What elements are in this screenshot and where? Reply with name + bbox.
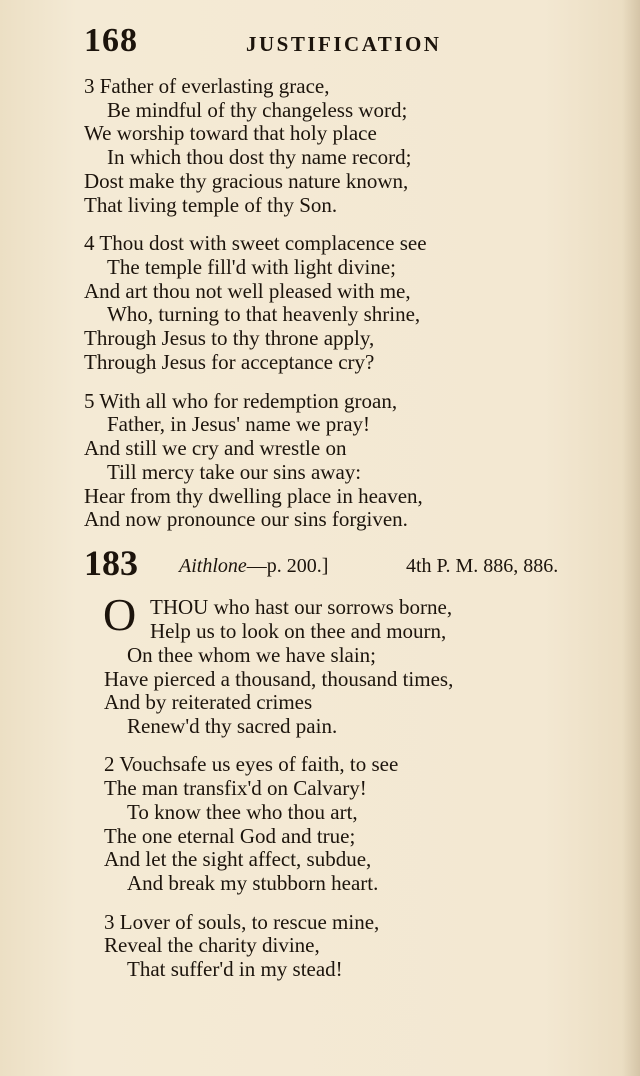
verse-line: Reveal the charity divine, [104, 933, 320, 957]
tune-reference [179, 555, 328, 578]
page-number: 168 [84, 22, 138, 59]
meter: 4th P. M. 886, 886. [406, 555, 559, 577]
running-title: JUSTIFICATION [246, 32, 442, 56]
verse-line: And now pronounce our sins forgiven. [84, 507, 408, 531]
tune-name: Aithlone [179, 555, 247, 577]
verse-line: Have pierced a thousand, thousand times, [104, 667, 454, 691]
verse-line: The one eternal God and true; [104, 824, 356, 848]
verse-line: Till mercy take our sins away: [107, 460, 362, 484]
verse-line: 2 Vouchsafe us eyes of faith, to see [104, 752, 399, 776]
verse-line: Renew'd thy sacred pain. [127, 714, 338, 738]
verse-line: Through Jesus to thy throne apply, [84, 326, 375, 350]
verse-line: And break my stubborn heart. [127, 871, 379, 895]
page-header [84, 22, 484, 62]
verse-line: 4 Thou dost with sweet complacence see [84, 231, 427, 255]
verse-line: To know thee who thou art, [127, 800, 358, 824]
verse-line: THOU who hast our sorrows borne, [150, 595, 453, 619]
verse-line: And still we cry and wrestle on [84, 436, 347, 460]
verse-line: Who, turning to that heavenly shrine, [107, 302, 421, 326]
verse-line: We worship toward that holy place [84, 121, 377, 145]
verse-line: And let the sight affect, subdue, [104, 847, 372, 871]
verse-line: And art thou not well pleased with me, [84, 279, 411, 303]
tune-page: —p. 200.] [246, 555, 329, 577]
verse-line: And by reiterated crimes [104, 690, 313, 714]
verse-line: Be mindful of thy changeless word; [107, 98, 408, 122]
drop-cap: O [103, 589, 137, 640]
verse-line: On thee whom we have slain; [127, 643, 377, 667]
verse-line: The man transfix'd on Calvary! [104, 776, 367, 800]
verse-line: That living temple of thy Son. [84, 193, 338, 217]
verse-line: Father, in Jesus' name we pray! [107, 412, 371, 436]
page-edge-shadow [622, 0, 640, 1076]
verse-line: That suffer'd in my stead! [127, 957, 343, 981]
verse-line: In which thou dost thy name record; [107, 145, 412, 169]
verse-line: Dost make thy gracious nature known, [84, 169, 409, 193]
verse-line: Help us to look on thee and mourn, [150, 619, 447, 643]
verse-line: Through Jesus for acceptance cry? [84, 350, 375, 374]
verse-line: 3 Father of everlasting grace, [84, 74, 330, 98]
verse-line: The temple fill'd with light divine; [107, 255, 396, 279]
verse-line: 3 Lover of souls, to rescue mine, [104, 910, 380, 934]
verse-line: 5 With all who for redemption groan, [84, 389, 398, 413]
verse-line: Hear from thy dwelling place in heaven, [84, 484, 423, 508]
hymn-heading [84, 542, 624, 584]
hymn-number: 183 [84, 543, 138, 583]
